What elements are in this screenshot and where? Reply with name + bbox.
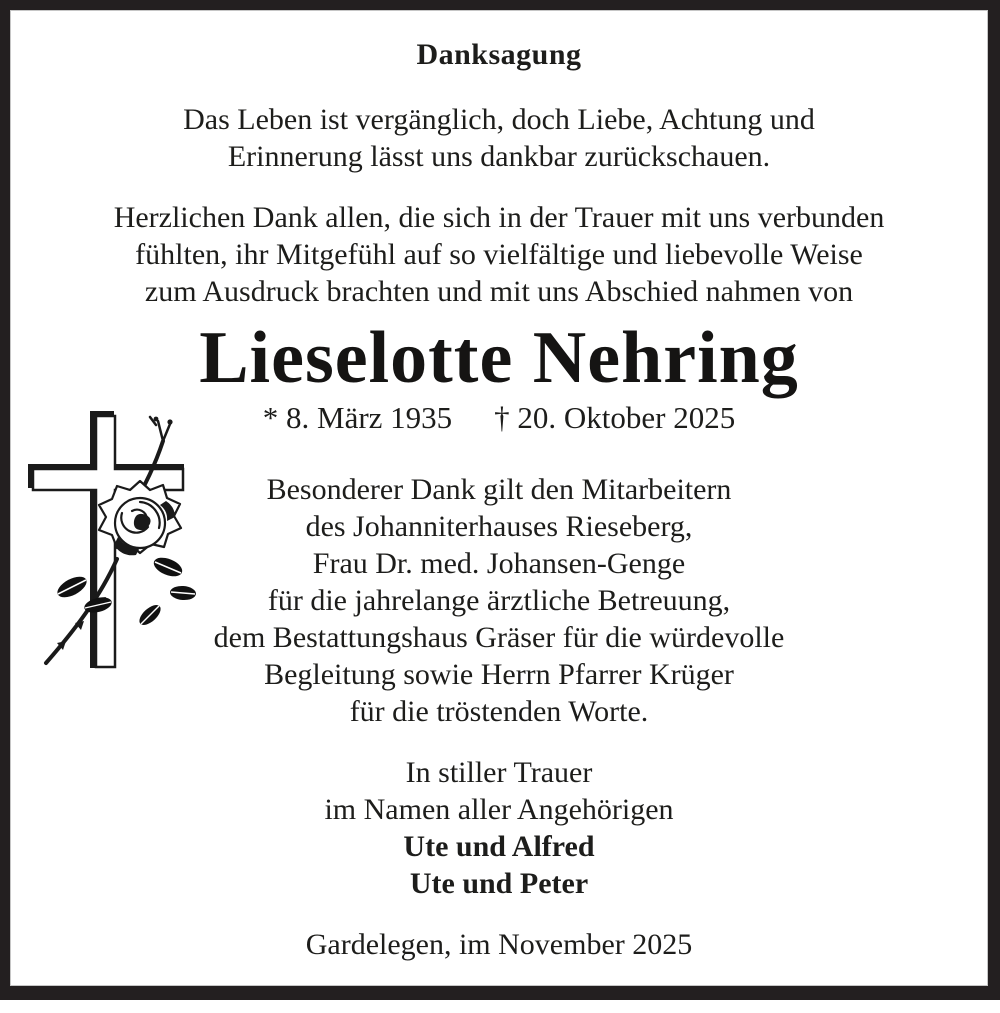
mourning-line: In stiller Trauer	[405, 756, 593, 789]
death-date: † 20. Oktober 2025	[494, 400, 736, 435]
thanks-line: fühlten, ihr Mitgefühl auf so vielfältige und liebevolle Weise	[135, 238, 863, 271]
rose-leaves	[54, 554, 196, 629]
intro-line: Erinnerung lässt uns dankbar zurückschauen.	[227, 140, 771, 173]
intro-paragraph	[10, 101, 988, 175]
deceased-name: Lieselotte Nehring	[199, 317, 799, 399]
memorial-card-content	[10, 37, 988, 1013]
thanks-line: Herzlichen Dank allen, die sich in der Trauer mit uns verbunden	[113, 201, 885, 234]
special-thanks-line: für die jahrelange ärztliche Betreuung,	[267, 584, 731, 617]
special-thanks-line: Frau Dr. med. Johansen-Genge	[312, 547, 686, 580]
mourning-block	[10, 754, 988, 902]
special-thanks-line: für die tröstenden Worte.	[349, 695, 649, 728]
birth-date: * 8. März 1935	[262, 400, 453, 435]
special-thanks-line: Besonderer Dank gilt den Mitarbeitern	[266, 473, 732, 506]
thanks-line: zum Ausdruck brachten und mit uns Abschied nahmen von	[144, 275, 854, 308]
special-thanks-line: des Johanniterhauses Rieseberg,	[305, 510, 693, 543]
mourning-line: im Namen aller Angehörigen	[324, 793, 674, 826]
place-and-date: Gardelegen, im November 2025	[305, 928, 693, 961]
special-thanks-line: dem Bestattungshaus Gräser für die würdevolle	[213, 621, 785, 654]
special-thanks-line: Begleitung sowie Herrn Pfarrer Krüger	[264, 658, 734, 691]
mourner-names: Ute und Alfred	[403, 830, 595, 863]
mourner-names: Ute und Peter	[409, 867, 589, 900]
cross-with-rose-icon	[22, 409, 210, 681]
thanks-paragraph	[10, 199, 988, 310]
intro-line: Das Leben ist vergänglich, doch Liebe, Achtung und	[183, 103, 815, 136]
notice-title: Danksagung	[416, 38, 582, 71]
